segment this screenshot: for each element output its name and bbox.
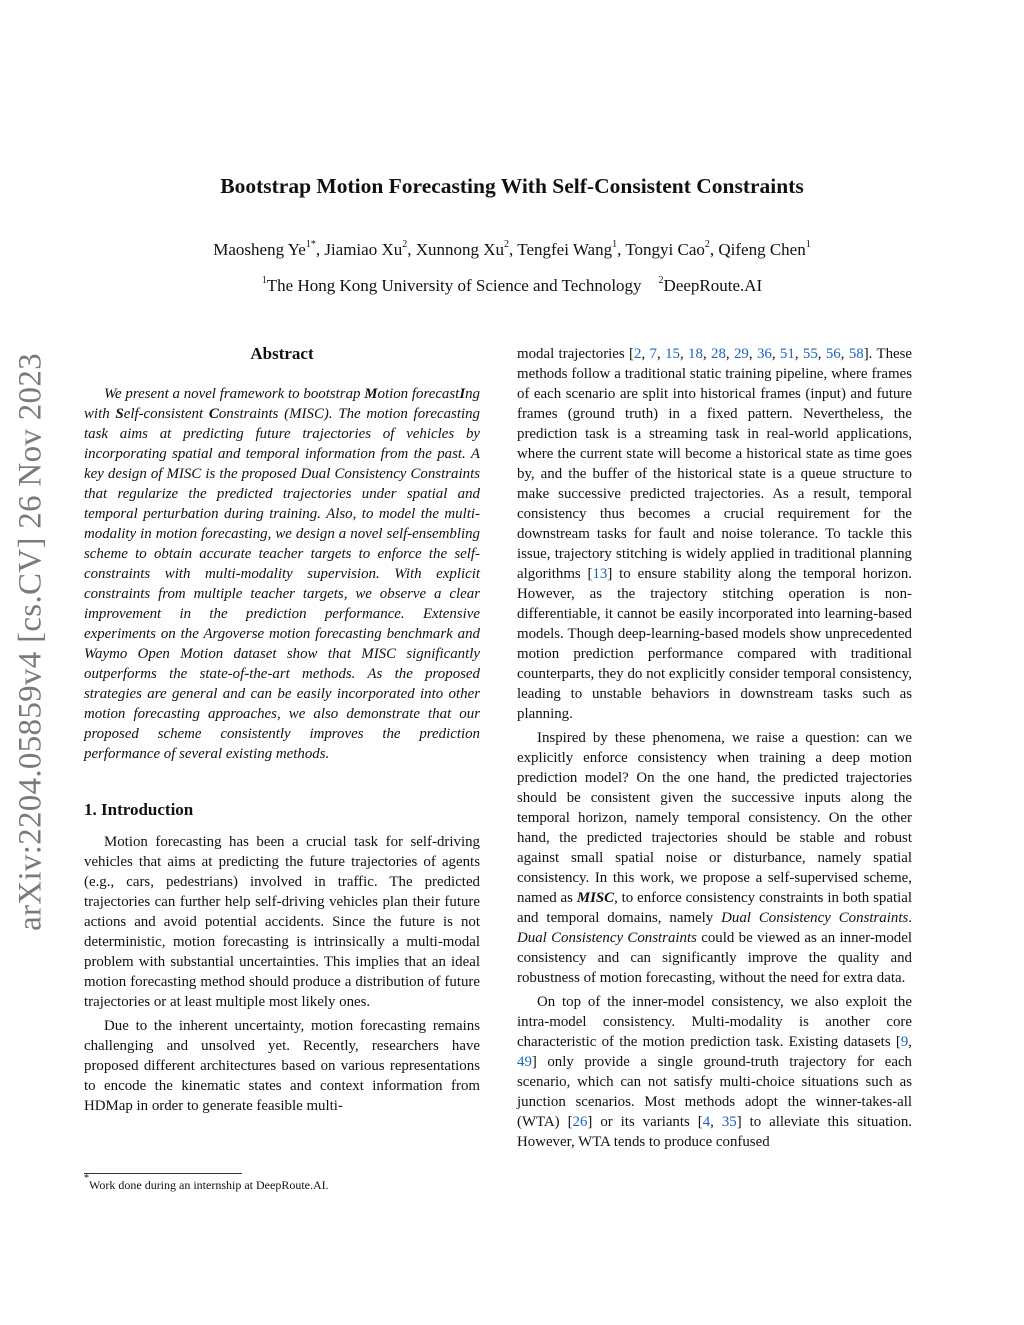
citation-link[interactable]: 29 [733,346,749,362]
author-mark: 1 [612,239,618,250]
affil-mark: 2 [658,275,664,286]
right-paragraph-3: On top of the inner-model consistency, we also exploit the intra-model consistency. Multi-modality is another core characteristic of the motion prediction task. Existing datasets [9, 49] only provide a single ground-truth trajectory for each scenario, which can not satisfy multi-choice situations such as junction scenarios. Most methods adopt the winner-takes-all (WTA) [26] or its variants [4, 35] to alleviate this situation. However, WTA tends to produce confused [517,994,912,1150]
citation-link[interactable]: 56 [825,346,841,362]
right-paragraph-1: modal trajectories [2, 7, 15, 18, 28, 29, 36, 51, 55, 56, 58]. These methods follow a traditional static training pipeline, where frames of each scenario are split into historical frames (input) and future frames (ground truth) in a fixed pattern. Nevertheless, the prediction task is a streaming task in real-world applications, where the current state will become a historical state as time goes by, and the buffer of the historical state is a queue structure to make successive predicted trajectories. As a result, temporal consistency thus becomes a crucial requirement for the downstream tasks for fault and noise tolerance. To tackle this issue, trajectory stitching is widely applied in traditional planning algorithms [13] to ensure stability along the temporal horizon. However, as the trajectory stitching operation is non-differentiable, it cannot be easily incorporated into learning-based models. Though deep-learning-based models show unprecedented motion prediction performance compared with traditional counterparts, they do not explicitly consider temporal consistency, leading to unstable behaviors in downstream tasks such as planning. [517,346,913,722]
right-paragraph-2: Inspired by these phenomena, we raise a question: can we explicitly enforce consistency when training a deep motion prediction model? On the one hand, the predicted trajectories should be consistent given the successive inputs along the temporal horizon, namely temporal consistency. On the other hand, the predicted trajectories should be stable and robust against small spatial noise or disturbance, namely spatial consistency. In this work, we propose a self-supervised scheme, named as MISC, to enforce consistency constraints in both spatial and temporal domains, namely Dual Consistency Constraints. Dual Consistency Constraints could be viewed as an inner-model consistency and can significantly improve the quality and robustness of motion forecasting, without the need for extra data. [517,730,912,986]
citation-link[interactable]: 55 [802,346,818,362]
citation-link[interactable]: 7 [649,346,657,362]
footnote-mark: * [84,1173,89,1184]
citation-link[interactable]: 15 [665,346,680,362]
citation-link[interactable]: 2 [634,346,642,362]
citation-link[interactable]: 35 [721,1114,737,1130]
footnote-text: Work done during an internship at DeepRoute.AI. [89,1178,329,1192]
author-mark: 2 [704,239,710,250]
author-list: Maosheng $Ye^{1*}$, Jiamiao Xu$^2$, Xunnong Xu$^2$, Tengfei Wang$^1$, Tongyi Cao$^2$, Qifeng Chen$^1$ [213,239,811,259]
citation-link[interactable]: 4 [702,1114,711,1130]
arxiv-stamp-text: arXiv:2204.05859v4 [cs.CV] 26 Nov 2023 [12,353,49,931]
citation-link[interactable]: 9 [900,1034,909,1050]
left-column [84,344,480,1116]
footnote-rule [84,1173,242,1174]
citation-link[interactable]: 28 [711,346,726,362]
author-mark: 2 [504,239,510,250]
right-column [517,344,912,1152]
citation-link[interactable]: 58 [848,346,864,362]
author: Jiamiao Xu [324,240,403,259]
citation-list[interactable]: 2, 7, 15, 18, 28, 29, 36, 51, 55, 56, 58 [634,346,864,362]
intro-heading: 1. Introduction [84,800,194,819]
abstract-heading: Abstract [250,344,314,363]
paper-title: Bootstrap Motion Forecasting With Self-Consistent Constraints [220,174,804,198]
author: Xunnong Xu [415,240,505,259]
author-mark: 1* [305,239,316,250]
arxiv-stamp [4,342,58,942]
author-mark: 1 [805,239,811,250]
author: Tongyi Cao [625,240,705,259]
affiliation: DeepRoute.AI [663,276,763,295]
citation-link[interactable]: 51 [779,346,795,362]
affil-mark: 1 [261,275,267,286]
author-mark: 2 [402,239,408,250]
intro-paragraph-2: Due to the inherent uncertainty, motion forecasting remains challenging and unsolved yet. Recently, researchers have proposed different architectures based on various representations to encode the kinematic states and context information from HDMap in order to generate feasible multi- [84,1018,480,1114]
citation-link[interactable]: 36 [756,346,772,362]
author: Tengfei Wang [517,240,613,259]
citation-link[interactable]: 49 [517,1054,532,1070]
intro-paragraph-1: Motion forecasting has been a crucial task for self-driving vehicles that aims at predicting the future trajectories of agents (e.g., cars, pedestrians) involved in traffic. The predicted trajectories can further help self-driving vehicles plan their future actions and avoid potential accidents. Since the future is not deterministic, motion forecasting is intrinsically a multi-modal problem with substantial uncertainties. This implies that an ideal motion forecasting method should produce a distribution of future trajectories or at least multiple most likely ones. [84,834,480,1010]
citation-link[interactable]: 13 [592,566,608,582]
affiliation: The Hong Kong University of Science and Technology [266,276,642,295]
misc-term: MISC [576,890,615,906]
affiliations [0,276,1024,296]
citation-link[interactable]: 26 [572,1114,588,1130]
author: Qifeng Chen [718,240,806,259]
footnote [84,1173,329,1193]
citation-link[interactable]: 18 [688,346,703,362]
abstract-text: We present a novel framework to bootstrap Motion forecastIng with Self-consistent Constraints (MISC). The motion forecasting task aims at predicting future trajectories of vehicles by incorporating spatial and temporal information from the past. A key design of MISC is the proposed Dual Consistency Constraints that regularize the predicted trajectories under spatial and temporal perturbation during training. Also, to model the multi-modality in motion forecasting, we design a novel self-ensembling scheme to obtain accurate teacher targets to enforce the self-constraints with multi-modality supervision. With explicit constraints from multiple teacher targets, we observe a clear improvement in the prediction performance. Extensive experiments on the Argoverse motion forecasting benchmark and Waymo Open Motion dataset show that MISC significantly outperforms the state-of-the-art methods. As the proposed strategies are general and can be easily incorporated into other motion forecasting approaches, we also demonstrate that our proposed scheme consistently improves the prediction performance of several existing methods. [84,386,481,762]
author: Maosheng Ye [213,240,306,259]
